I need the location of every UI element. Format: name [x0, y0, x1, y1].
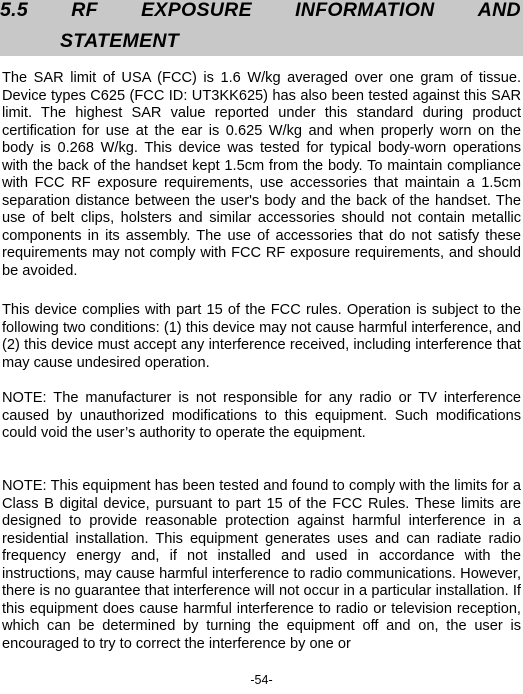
section-number: 5.5	[0, 0, 29, 21]
paragraph-fcc-part15: This device complies with part 15 of the FCC rules. Operation is subject to the following two conditions: (1) this device may not cause harmful interference, and (2) this device must accept any interference received, including interference that may cause undesired operation.	[2, 302, 521, 371]
section-heading	[0, 0, 523, 56]
heading-line-1	[0, 0, 521, 22]
heading-word: RF	[71, 0, 98, 21]
heading-word: EXPOSURE	[141, 0, 252, 21]
paragraph-note-manufacturer: NOTE: The manufacturer is not responsible for any radio or TV interference caused by unauthorized modifications to this equipment. Such modifications could void the user’s authority to operate the equipment.	[2, 390, 521, 442]
paragraph-sar-limit: The SAR limit of USA (FCC) is 1.6 W/kg averaged over one gram of tissue. Device types C625 (FCC ID: UT3KK625) has also been tested against this SAR limit. The highest SAR value reported under this standard during product certification for use at the ear is 0.625 W/kg and when properly worn on the body is 0.268 W/kg. This device was tested for typical body-worn operations with the back of the handset kept 1.5cm from the body. To maintain compliance with FCC RF exposure requirements, use accessories that maintain a 1.5cm separation distance between the user's body and the back of the handset. The use of belt clips, holsters and similar accessories should not contain metallic components in its assembly. The use of accessories that do not satisfy these requirements may not comply with FCC RF exposure requirements, and should be avoided.	[2, 70, 521, 280]
page-number: -54-	[250, 673, 273, 687]
heading-line-2: STATEMENT	[60, 30, 179, 52]
heading-word: INFORMATION	[295, 0, 435, 21]
paragraph-note-class-b: NOTE: This equipment has been tested and found to comply with the limits for a Class B digital device, pursuant to part 15 of the FCC Rules. These limits are designed to provide reasonable protection against harmful interference in a residential installation. This equipment generates uses and can radiate radio frequency energy and, if not installed and used in accordance with the instructions, may cause harmful interference to radio communications. However, there is no guarantee that interference will not occur in a particular installation. If this equipment does cause harmful interference to radio or television reception, which can be determined by turning the equipment off and on, the user is encouraged to try to correct the interference by one or	[2, 478, 521, 652]
heading-word: AND	[477, 0, 521, 21]
